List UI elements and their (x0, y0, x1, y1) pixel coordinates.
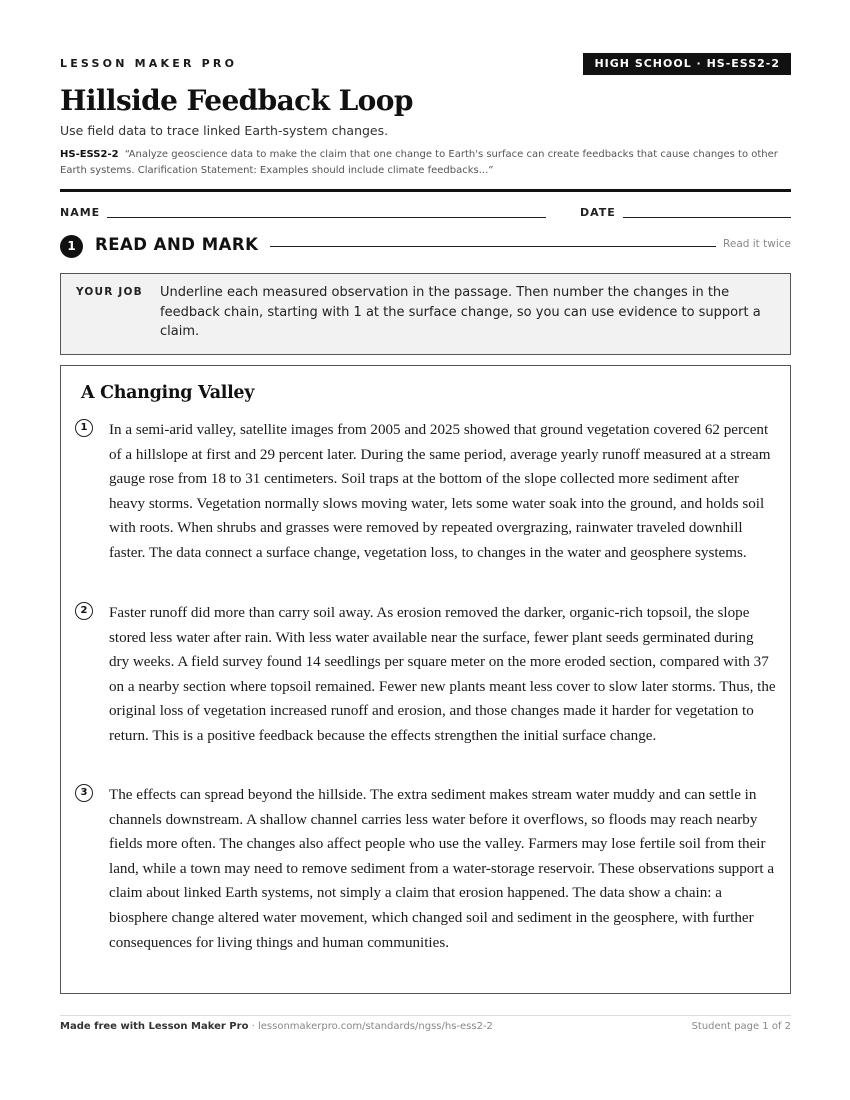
brand-name: LESSON MAKER PRO (60, 57, 238, 70)
section-note: Read it twice (723, 238, 791, 250)
section-divider (270, 246, 716, 247)
name-label: NAME (60, 206, 101, 219)
paragraph-number: 2 (75, 602, 93, 620)
standard-text: “Analyze geoscience data to make the claim that one change to Earth's surface can create feedbacks that cause changes to other Earth systems. Clarification Statement: Examples should include climate feedbacks...” (60, 149, 778, 176)
reading-passage (60, 365, 791, 994)
name-field-line[interactable] (107, 217, 546, 218)
header-divider (60, 189, 791, 192)
page-subtitle: Use field data to trace linked Earth-system changes. (60, 123, 389, 138)
footer-credit: Made free with Lesson Maker Pro (60, 1021, 249, 1032)
section-number-badge: 1 (60, 235, 83, 258)
instructions-box (60, 273, 791, 355)
instructions-label: YOUR JOB (76, 286, 143, 298)
section-header (60, 234, 791, 258)
paragraph-text: In a semi-arid valley, satellite images from 2005 and 2025 showed that ground vegetation covered 62 percent of a hillslope at first and 29 percent later. During the same period, average yearly runoff measured at a stream gauge rose from 18 to 31 centimeters. Soil traps at the bottom of the slope collected more sediment after heavy storms. Vegetation normally slows moving water, lets some water soak into the ground, and holds soil with roots. When shrubs and grasses were removed by repeated overgrazing, rainwater traveled downhill faster. The data connect a surface change, vegetation loss, to changes in the water and geosphere systems. (109, 422, 771, 561)
paragraph-text: Faster runoff did more than carry soil away. As erosion removed the darker, organic-rich topsoil, the slope stored less water after rain. With less water available near the surface, fewer plant seeds germinated during dry weeks. A field survey found 14 seedlings per square meter on the more eroded section, compared with 37 on a nearby section where topsoil remained. Fewer new plants meant less cover to slow later storms. Thus, the original loss of vegetation increased runoff and erosion, and those changes made it harder for vegetation to return. This is a positive feedback because the effects strengthen the initial surface change. (109, 605, 776, 744)
student-info-row (60, 206, 791, 222)
standard-statement (60, 147, 791, 179)
date-field-line[interactable] (623, 217, 791, 218)
instructions-text: Underline each measured observation in the passage. Then number the changes in the feedback chain, starting with 1 at the surface change, so you can use evidence to support a claim. (160, 285, 761, 339)
date-label: DATE (580, 206, 616, 219)
page-footer (60, 1021, 791, 1032)
footer-divider (60, 1015, 791, 1016)
paragraph-text: The effects can spread beyond the hillside. The extra sediment makes stream water muddy and can settle in channels downstream. A shallow channel carries less water before it overflows, so floods may reach nearby fields more often. The changes also affect people who use the valley. Farmers may lose fertile soil from their land, while a town may need to remove sediment from a water-storage reservoir. These observations support a claim about linked Earth systems, not simply a claim that erosion happened. The data show a chain: a biosphere change altered water movement, which changed soil and sediment in the geosphere, with further consequences for living things and human communities. (109, 787, 775, 951)
footer-url[interactable]: · lessonmakerpro.com/standards/ngss/hs-ess2-2 (251, 1021, 493, 1032)
grade-badge: HIGH SCHOOL · HS-ESS2-2 (583, 53, 791, 75)
page-title: Hillside Feedback Loop (60, 84, 413, 117)
passage-title: A Changing Valley (81, 383, 255, 403)
page-number: Student page 1 of 2 (691, 1021, 791, 1032)
paragraph-number: 3 (75, 784, 93, 802)
standard-code: HS-ESS2-2 (60, 149, 119, 160)
paragraph-number: 1 (75, 419, 93, 437)
section-title: READ AND MARK (95, 235, 259, 254)
